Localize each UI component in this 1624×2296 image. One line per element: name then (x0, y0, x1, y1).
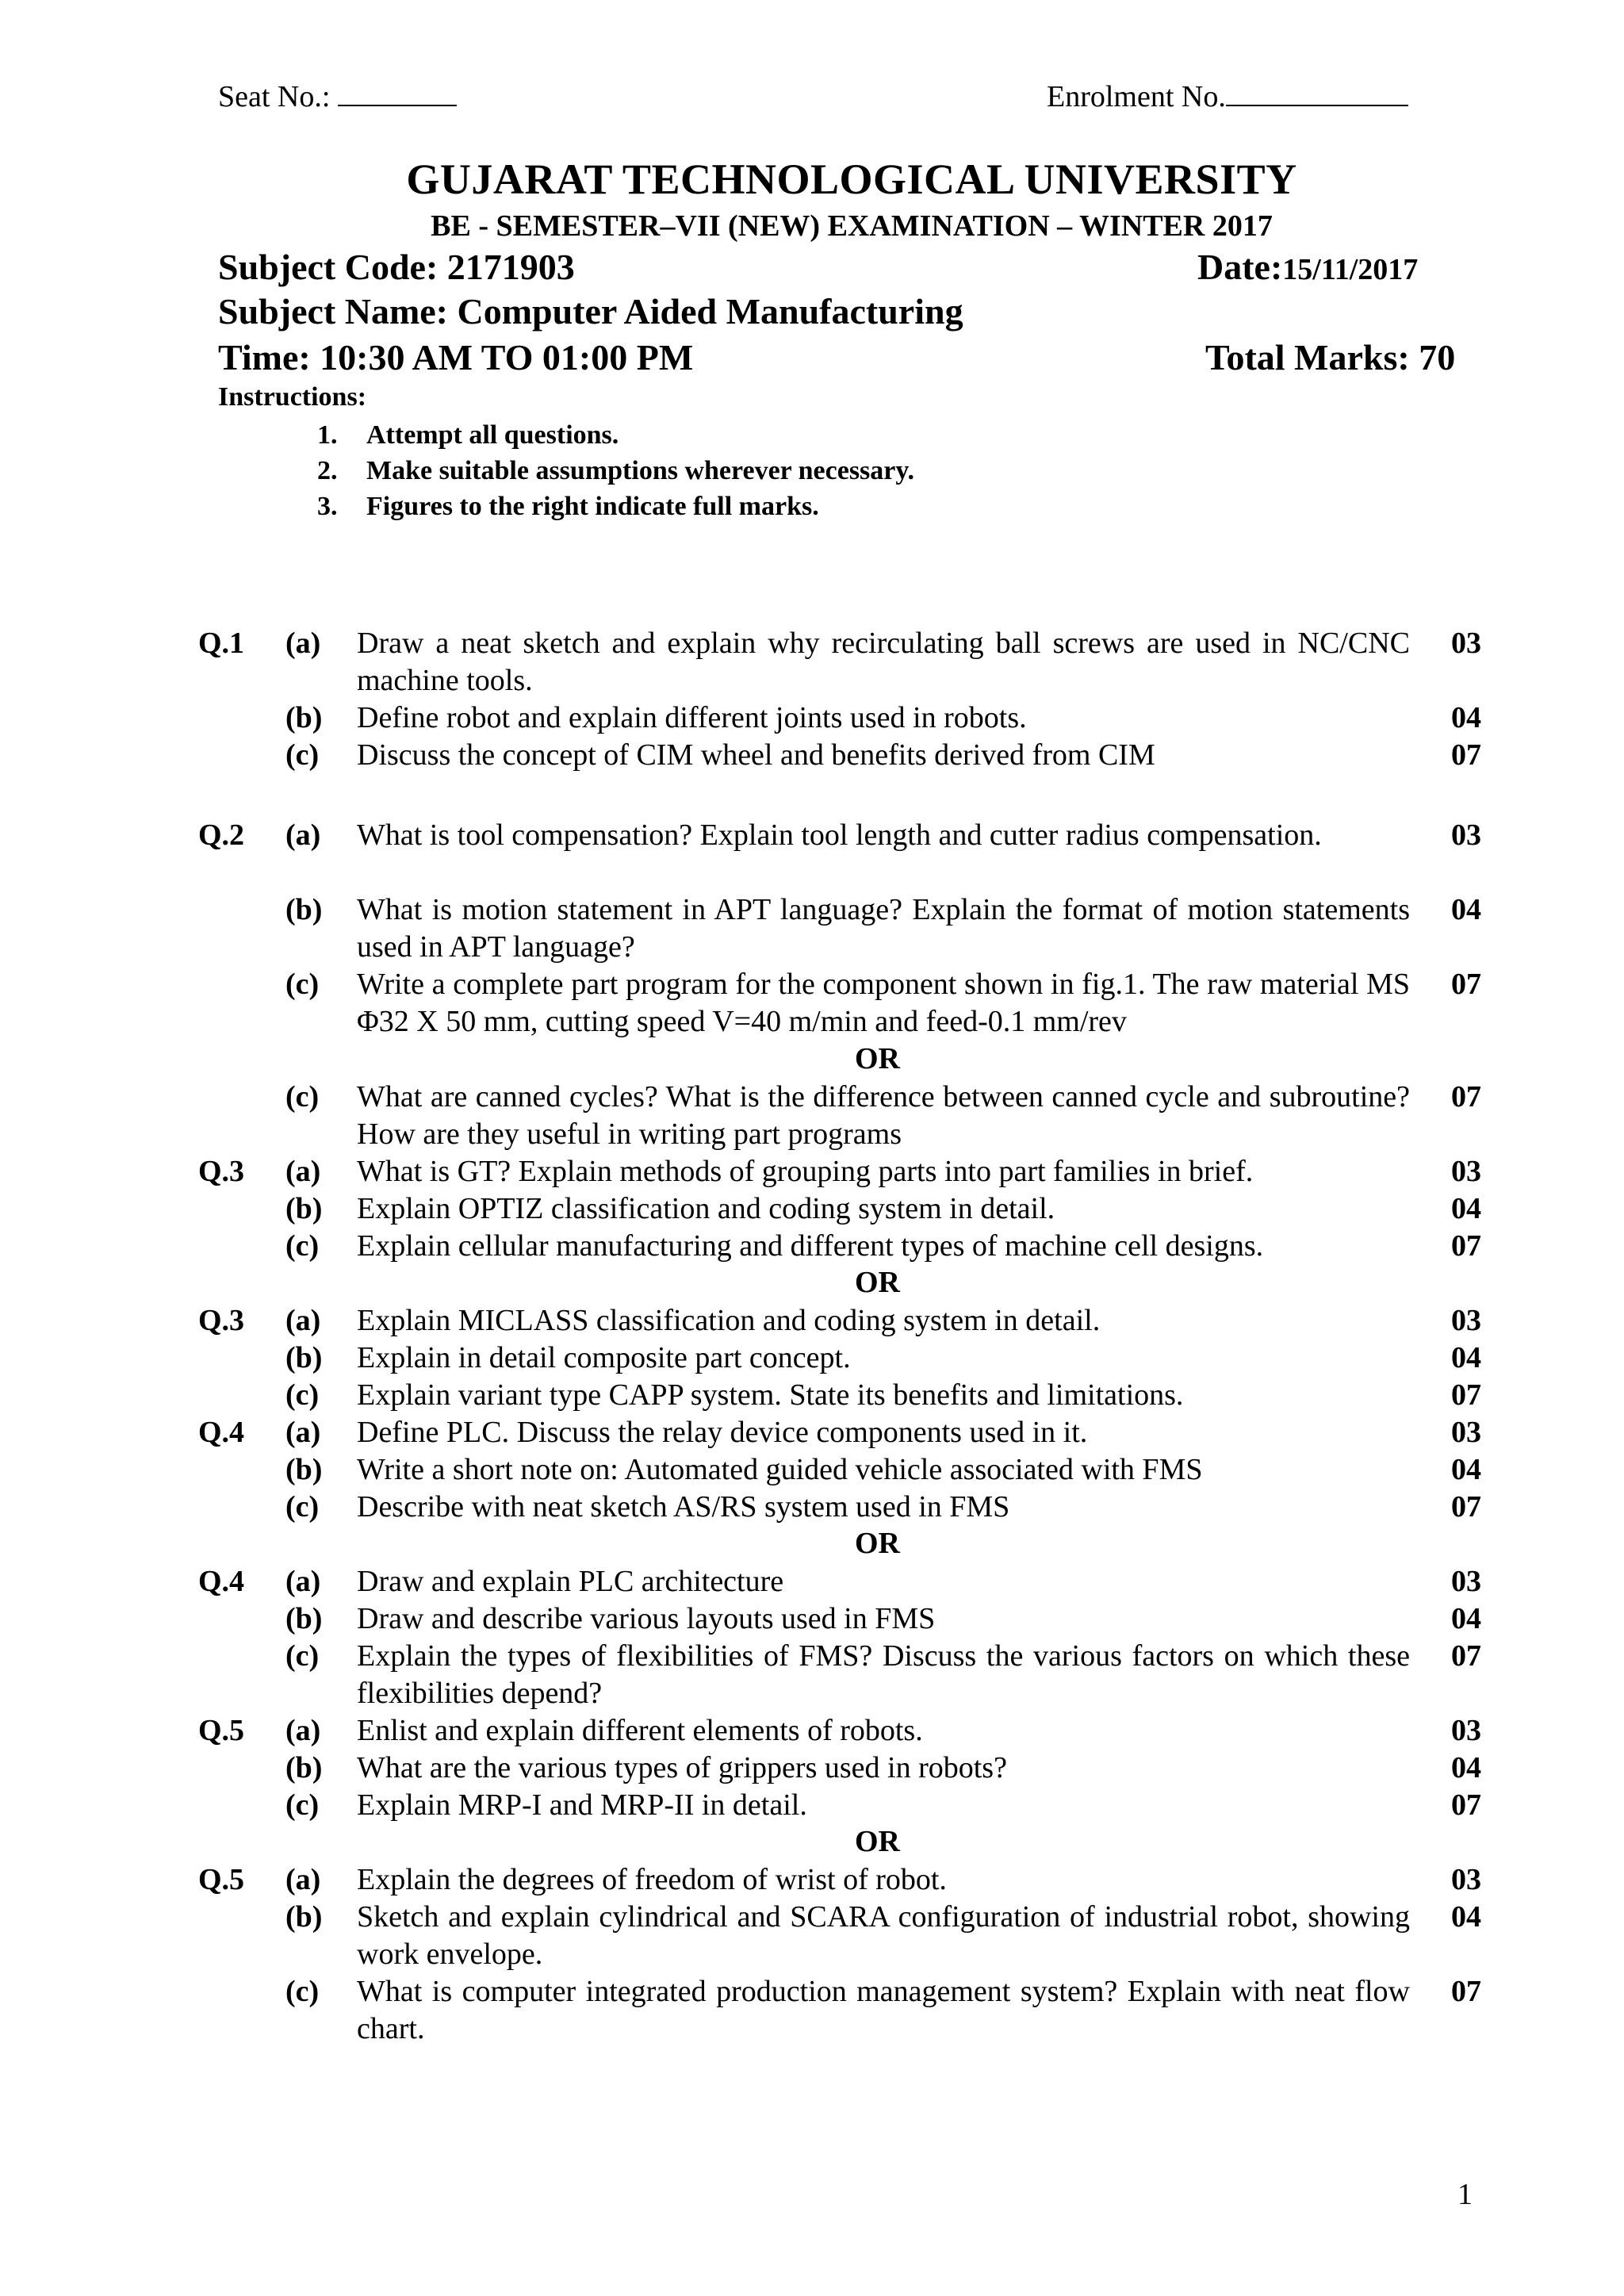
or-separator: OR (855, 1527, 900, 1560)
enrolment-no-field (1047, 79, 1408, 114)
instructions-list (317, 417, 914, 524)
university-title: GUJARAT TECHNOLOGICAL UNIVERSITY (406, 155, 1297, 203)
exam-time: Time: 10:30 AM TO 01:00 PM (218, 337, 694, 378)
page-number: 1 (1457, 2178, 1473, 2211)
or-separator: OR (855, 1825, 900, 1858)
total-marks: Total Marks: 70 (1205, 337, 1456, 378)
date-label: Date: (1197, 247, 1283, 287)
instruction-item: 1. Attempt all questions. (317, 420, 619, 450)
seat-no-blank (338, 81, 457, 106)
enrolment-no-label: Enrolment No. (1047, 80, 1226, 113)
exam-date (1197, 246, 1418, 288)
or-separator: OR (855, 1042, 900, 1075)
exam-title: BE - SEMESTER–VII (NEW) EXAMINATION – WINTER 2017 (431, 209, 1273, 243)
enrolment-no-blank (1226, 81, 1408, 106)
instruction-item: 2. Make suitable assumptions wherever necessary. (317, 456, 915, 485)
date-value: 15/11/2017 (1282, 253, 1419, 286)
subject-name: Subject Name: Computer Aided Manufacturing (218, 291, 963, 332)
subject-code: Subject Code: 2171903 (218, 247, 575, 287)
or-separator: OR (855, 1266, 900, 1299)
instruction-item: 3. Figures to the right indicate full marks. (317, 492, 819, 521)
instructions-heading: Instructions: (218, 382, 367, 412)
seat-no-field (218, 79, 457, 114)
seat-no-label: Seat No.: (218, 80, 331, 113)
